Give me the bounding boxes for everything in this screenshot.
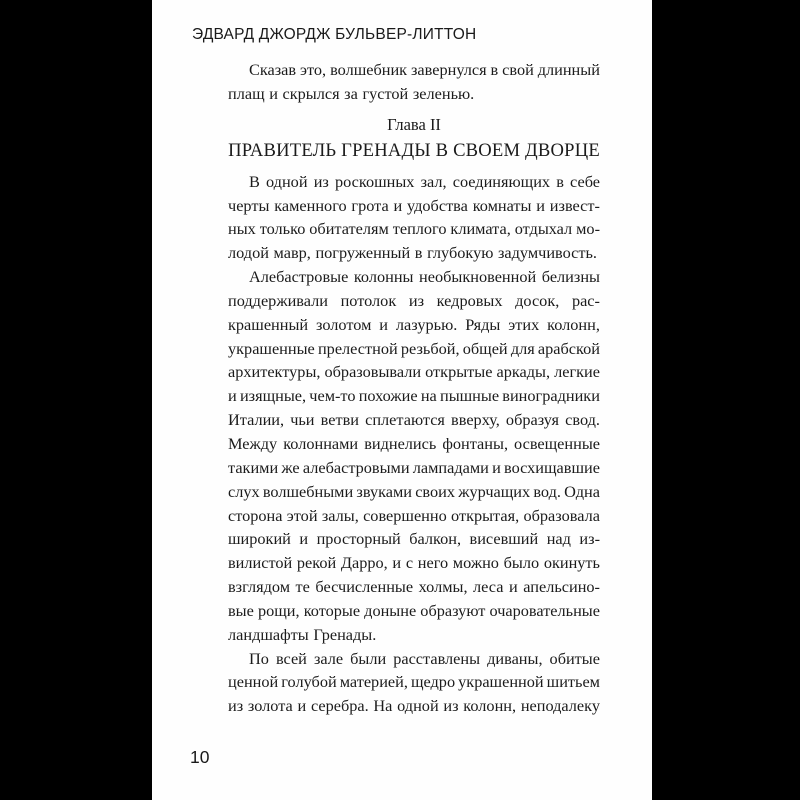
text-line: слух волшебными звуками своих журчащих вод. Одна (228, 481, 600, 501)
intro-paragraph (228, 58, 600, 106)
text-line: черты каменного грота и удобства комнаты и извест- (228, 195, 600, 215)
text-line: По всей зале были расставлены диваны, обитые (249, 648, 600, 668)
book-page (152, 0, 652, 800)
text-line: вилистой рекой Дарро, и с него можно было окинуть (228, 553, 600, 573)
text-line: украшенные прелестной резьбой, общей для арабской (228, 338, 600, 358)
text-line: широкий и просторный балкон, висевший над из- (228, 529, 600, 549)
text-line: ценной голубой материей, щедро украшенной шитьем (228, 672, 600, 692)
chapter-body (228, 170, 600, 718)
text-line: взглядом те бесчисленные холмы, леса и апельсино- (228, 577, 600, 597)
text-line: крашенный золотом и лазурью. Ряды этих колонн, (228, 314, 600, 334)
text-line: В одной из роскошных зал, соединяющих в себе (249, 171, 600, 191)
text-line: лодой мавр, погруженный в глубокую задумчивость. (228, 243, 597, 263)
text-line: ландшафты Гренады. (228, 624, 377, 644)
text-line: ных только обитателям теплого климата, отдыхал мо- (228, 219, 600, 239)
chapter-title: ПРАВИТЕЛЬ ГРЕНАДЫ В СВОЕМ ДВОРЦЕ (228, 139, 600, 161)
paragraph (228, 265, 600, 647)
text-line: сторона этой залы, совершенно открытая, образовала (228, 505, 600, 525)
text-line: Сказав это, волшебник завернулся в свой длинный (249, 60, 600, 79)
paragraph (228, 647, 600, 719)
running-head: ЭДВАРД ДЖОРДЖ БУЛЬВЕР-ЛИТТОН (192, 26, 477, 43)
paragraph (228, 170, 600, 265)
text-line: архитектуры, образовывали открытые аркады, легкие (228, 362, 600, 382)
text-line: Италии, чьи ветви сплетаются вверху, образуя свод. (228, 410, 600, 430)
text-line: вые рощи, которые доныне образуют очаровательные (228, 600, 600, 620)
text-line: поддерживали потолок из кедровых досок, рас- (228, 290, 600, 310)
text-line: из золота и серебра. На одной из колонн, неподалеку (228, 696, 600, 716)
text-line: Между колоннами виднелись фонтаны, освещенные (228, 433, 600, 453)
chapter-number: Глава II (387, 114, 441, 134)
text-line: плащ и скрылся за густой зеленью. (228, 83, 475, 103)
text-block (228, 58, 600, 718)
page-number: 10 (190, 747, 210, 767)
text-line: и изящные, чем-то похожие на пышные виноградники (228, 386, 600, 406)
text-line: Алебастровые колонны необыкновенной белизны (249, 267, 600, 287)
text-line: такими же алебастровыми лампадами и восхищавшие (228, 457, 600, 477)
